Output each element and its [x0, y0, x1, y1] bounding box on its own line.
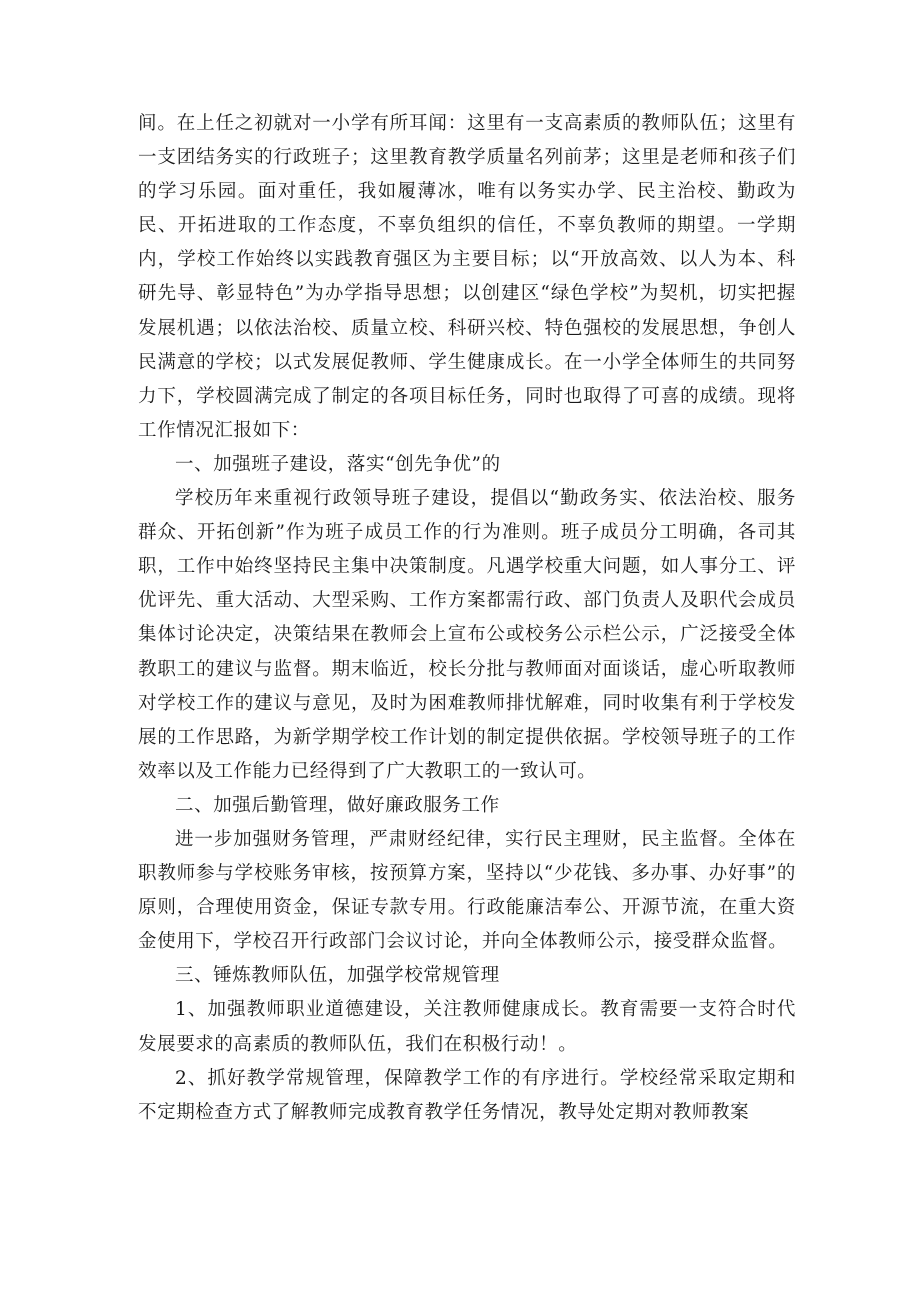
section-heading-2: 二、加强后勤管理，做好廉政服务工作 [175, 794, 500, 816]
paragraph-intro: 间。在上任之初就对一小学有所耳闻：这里有一支高素质的教师队伍；这里有一支团结务实的行政班子；这里教育教学质量名列前茅；这里是老师和孩子们的学习乐园。面对重任，我如履薄冰，唯有以务实办学、民主治校、勤政为民、开拓进取的工作态度，不辜负组织的信任，不辜负教师的期望。一学期内，学校工作始终以实践教育强区为主要目标；以“开放高效、以人为本、科研先导、彰显特色”为办学指导思想；以创建区“绿色学校”为契机，切实把握发展机遇；以依法治校、质量立校、科研兴校、特色强校的发展思想，争创人民满意的学校；以式发展促教师、学生健康成长。在一小学全体师生的共同努力下，学校圆满完成了制定的各项目标任务，同时也取得了可喜的成绩。现将工作情况汇报如下： [138, 113, 796, 441]
document-body [138, 107, 796, 1130]
paragraph-section-2: 进一步加强财务管理，严肃财经纪律，实行民主理财，民主监督。全体在职教师参与学校账务审核，按预算方案，坚持以“少花钱、多办事、办好事”的原则，合理使用资金，保证专款专用。行政能廉洁奉公、开源节流，在重大资金使用下，学校召开行政部门会议讨论，并向全体教师公示，接受群众监督。 [138, 828, 796, 953]
paragraph-section-1: 学校历年来重视行政领导班子建设，提倡以“勤政务实、依法治校、服务群众、开拓创新”作为班子成员工作的行为准则。班子成员分工明确，各司其职，工作中始终坚持民主集中决策制度。凡遇学校重大问题，如人事分工、评优评先、重大活动、大型采购、工作方案都需行政、部门负责人及职代会成员集体讨论决定，决策结果在教师会上宣布公或校务公示栏公示，广泛接受全体教职工的建议与监督。期末临近，校长分批与教师面对面谈话，虚心听取教师对学校工作的建议与意见，及时为困难教师排忧解难，同时收集有利于学校发展的工作思路，为新学期学校工作计划的制定提供依据。学校领导班子的工作效率以及工作能力已经得到了广大教职工的一致认可。 [138, 488, 796, 782]
paragraph-item-2: 2、抓好教学常规管理，保障教学工作的有序进行。学校经常采取定期和不定期检查方式了解教师完成教育教学任务情况，教导处定期对教师教案 [138, 1067, 796, 1123]
paragraph-item-1: 1、加强教师职业道德建设，关注教师健康成长。教育需要一支符合时代发展要求的高素质的教师队伍，我们在积极行动！。 [138, 999, 796, 1055]
section-heading-3: 三、锤炼教师队伍，加强学校常规管理 [175, 965, 500, 987]
section-heading-1: 一、加强班子建设，落实“创先争优”的 [175, 453, 501, 475]
